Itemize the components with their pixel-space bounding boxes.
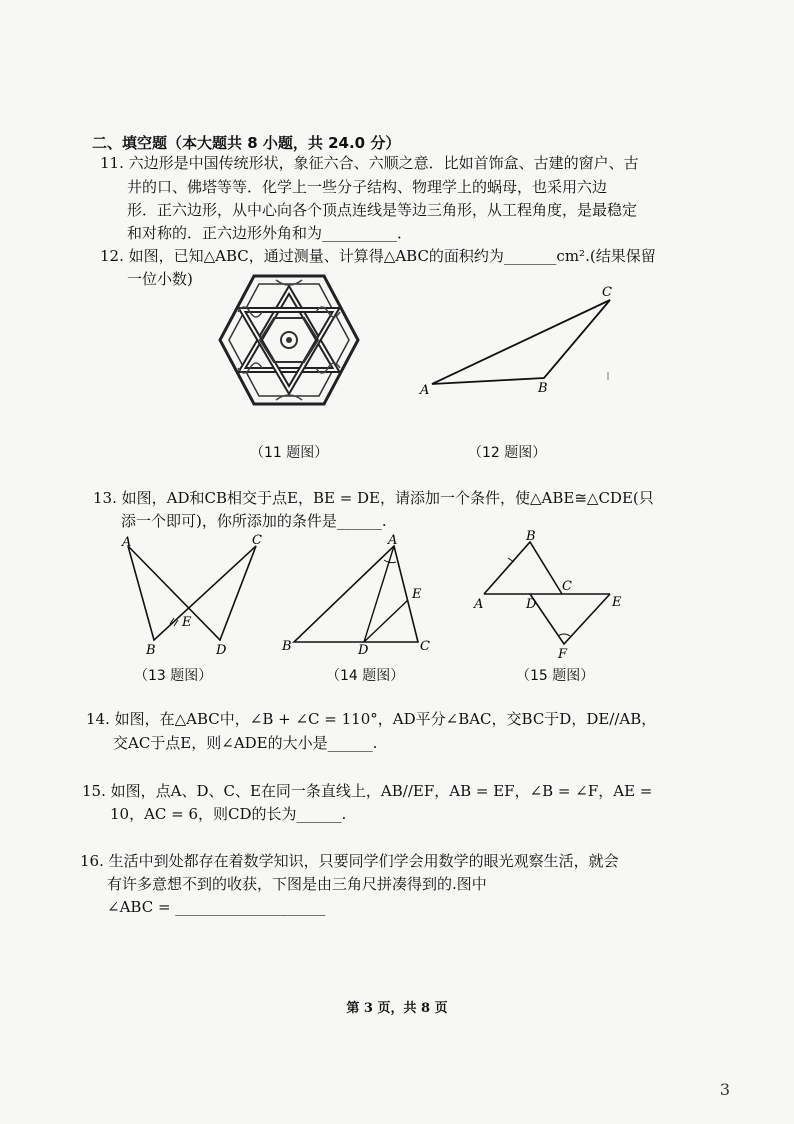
question-number: 16.	[80, 852, 104, 870]
label-D: D	[358, 643, 369, 656]
label-F: F	[558, 647, 568, 660]
question-14	[86, 708, 656, 730]
section-title: 二、填空题（本大题共 8 小题，共 24.0 分）	[92, 134, 401, 152]
page-footer: 第 3 页，共 8 页	[346, 1001, 448, 1016]
question-line: 如图，在△ABC中，∠B + ∠C = 110°，AD平分∠BAC，交BC于D，DE//AB，	[114, 710, 657, 728]
label-B: B	[538, 381, 548, 396]
question-line: 10，AC = 6，则CD的长为______.	[110, 805, 347, 823]
figure-14-triangle-bisector	[280, 534, 440, 656]
question-line: 一位小数)	[127, 270, 193, 288]
question-16	[80, 850, 619, 872]
label-D: D	[216, 643, 227, 658]
label-C: C	[420, 639, 430, 654]
label-C: C	[252, 533, 262, 548]
label-B: B	[282, 639, 292, 654]
question-number: 12.	[100, 247, 124, 265]
figure-12-triangle	[414, 282, 624, 398]
figure-11-hexagon-ornament	[218, 272, 360, 408]
label-E: E	[412, 587, 422, 602]
question-line: 有许多意想不到的收获，下图是由三角尺拼凑得到的.图中	[107, 875, 487, 893]
question-number: 14.	[86, 710, 110, 728]
label-C: C	[602, 285, 612, 300]
question-line: 形．正六边形，从中心向各个顶点连线是等边三角形，从工程角度，是最稳定	[127, 201, 638, 219]
question-line: 交AC于点E，则∠ADE的大小是______.	[113, 734, 378, 752]
question-12	[100, 245, 656, 267]
caption-figure-14: （14 题图）	[326, 668, 405, 684]
label-A: A	[474, 597, 484, 612]
caption-figure-13: （13 题图）	[134, 668, 213, 684]
question-line: 井的口、佛塔等等．化学上一些分子结构、物理学上的蜗母，也采用六边	[127, 178, 608, 196]
question-line: 添一个即可)，你所添加的条件是______.	[121, 512, 387, 530]
question-number: 15.	[82, 782, 106, 800]
caption-figure-15: （15 题图）	[516, 668, 595, 684]
label-E: E	[612, 595, 622, 610]
label-B: B	[526, 529, 536, 544]
label-C: C	[562, 579, 572, 594]
question-line: 如图，点A、D、C、E在同一条直线上，AB//EF，AB = EF，∠B = ∠F，AE =	[110, 782, 653, 800]
figure-15-two-triangles	[470, 528, 630, 660]
figure-13-crossing-triangles	[116, 532, 272, 660]
question-line: 和对称的．正六边形外角和为__________．	[127, 224, 413, 242]
question-line: 六边形是中国传统形状，象征六合、六顺之意．比如首饰盒、古建的窗户、古	[128, 154, 639, 172]
label-A: A	[122, 535, 132, 550]
question-number: 11.	[100, 154, 124, 172]
label-B: B	[146, 643, 156, 658]
question-line: ∠ABC = ____________________	[107, 898, 326, 916]
question-15	[82, 780, 652, 802]
question-11	[100, 152, 639, 174]
question-number: 13.	[93, 489, 117, 507]
question-line: 如图，已知△ABC，通过测量、计算得△ABC的面积约为_______cm².(结果保留	[128, 247, 656, 265]
corner-mark: 3	[719, 1080, 730, 1099]
question-line: 如图，AD和CB相交于点E，BE = DE，请添加一个条件，使△ABE≅△CDE(只	[121, 489, 654, 507]
caption-figure-11: （11 题图）	[250, 445, 329, 461]
label-D: D	[526, 597, 537, 612]
question-13	[93, 487, 654, 509]
label-E: E	[182, 615, 192, 630]
label-A: A	[420, 383, 430, 398]
question-line: 生活中到处都存在着数学知识，只要同学们学会用数学的眼光观察生活，就会	[108, 852, 619, 870]
caption-figure-12: （12 题图）	[468, 445, 547, 461]
label-A: A	[388, 534, 398, 548]
